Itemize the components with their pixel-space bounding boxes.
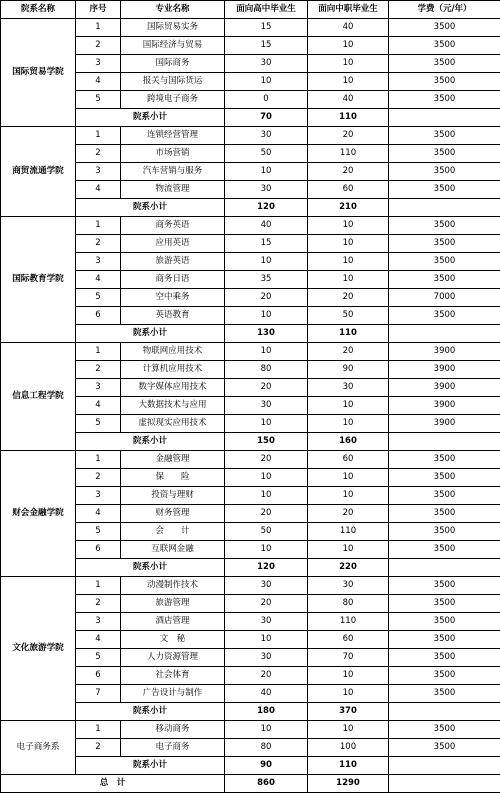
major-name: 英语教育 — [121, 307, 225, 325]
major-name: 移动商务 — [121, 721, 225, 739]
subtotal-tuition-blank — [389, 325, 500, 343]
major-name: 商务英语 — [121, 217, 225, 235]
major-number: 4 — [76, 397, 121, 415]
department-name: 电子商务系 — [1, 721, 76, 775]
table-row — [1, 307, 500, 325]
vocational-quota: 110 — [308, 613, 389, 631]
high-school-quota: 40 — [225, 685, 308, 703]
major-number: 3 — [76, 613, 121, 631]
subtotal-row — [1, 199, 500, 217]
subtotal-tuition-blank — [389, 433, 500, 451]
vocational-quota: 60 — [308, 631, 389, 649]
tuition-fee: 3500 — [389, 649, 500, 667]
major-number: 2 — [76, 595, 121, 613]
table-row — [1, 37, 500, 55]
vocational-quota: 10 — [308, 73, 389, 91]
major-number: 2 — [76, 145, 121, 163]
subtotal-tuition-blank — [389, 703, 500, 721]
major-name: 互联网金融 — [121, 541, 225, 559]
table-row — [1, 415, 500, 433]
major-number: 6 — [76, 541, 121, 559]
vocational-quota: 10 — [308, 217, 389, 235]
subtotal-label: 院系小计 — [76, 109, 225, 127]
table-row — [1, 235, 500, 253]
high-school-quota: 50 — [225, 145, 308, 163]
major-name: 应用英语 — [121, 235, 225, 253]
subtotal-high-school: 70 — [225, 109, 308, 127]
total-tuition-blank — [389, 775, 500, 793]
major-number: 6 — [76, 667, 121, 685]
vocational-quota: 20 — [308, 289, 389, 307]
major-number: 5 — [76, 415, 121, 433]
table-row — [1, 739, 500, 757]
vocational-quota: 20 — [308, 505, 389, 523]
vocational-quota: 30 — [308, 379, 389, 397]
table-row — [1, 685, 500, 703]
tuition-fee: 3500 — [389, 685, 500, 703]
table-row — [1, 253, 500, 271]
tuition-fee: 3500 — [389, 145, 500, 163]
high-school-quota: 10 — [225, 163, 308, 181]
high-school-quota: 15 — [225, 235, 308, 253]
total-row — [1, 775, 500, 793]
major-number: 5 — [76, 523, 121, 541]
high-school-quota: 10 — [225, 73, 308, 91]
high-school-quota: 15 — [225, 19, 308, 37]
header-department: 院系名称 — [1, 1, 76, 19]
vocational-quota: 20 — [308, 127, 389, 145]
high-school-quota: 80 — [225, 739, 308, 757]
high-school-quota: 15 — [225, 37, 308, 55]
high-school-quota: 10 — [225, 307, 308, 325]
major-name: 旅游英语 — [121, 253, 225, 271]
major-name: 酒店管理 — [121, 613, 225, 631]
vocational-quota: 10 — [308, 469, 389, 487]
subtotal-label: 院系小计 — [76, 559, 225, 577]
major-name: 市场营销 — [121, 145, 225, 163]
subtotal-row — [1, 433, 500, 451]
table-row — [1, 55, 500, 73]
major-name: 国际商务 — [121, 55, 225, 73]
table-row — [1, 271, 500, 289]
table-row — [1, 163, 500, 181]
high-school-quota: 30 — [225, 55, 308, 73]
high-school-quota: 10 — [225, 415, 308, 433]
major-number: 2 — [76, 235, 121, 253]
header-vocational: 面向中职毕业生 — [308, 1, 389, 19]
major-name: 跨境电子商务 — [121, 91, 225, 109]
subtotal-row — [1, 109, 500, 127]
major-number: 4 — [76, 505, 121, 523]
subtotal-tuition-blank — [389, 109, 500, 127]
vocational-quota: 110 — [308, 145, 389, 163]
header-number: 序号 — [76, 1, 121, 19]
table-body — [1, 19, 500, 793]
high-school-quota: 30 — [225, 127, 308, 145]
major-number: 1 — [76, 721, 121, 739]
subtotal-vocational: 110 — [308, 325, 389, 343]
tuition-fee: 3900 — [389, 343, 500, 361]
table-row — [1, 379, 500, 397]
vocational-quota: 20 — [308, 343, 389, 361]
tuition-fee: 3500 — [389, 739, 500, 757]
table-row — [1, 649, 500, 667]
vocational-quota: 90 — [308, 361, 389, 379]
major-number: 6 — [76, 307, 121, 325]
high-school-quota: 20 — [225, 451, 308, 469]
tuition-fee: 7000 — [389, 289, 500, 307]
table-row — [1, 523, 500, 541]
major-name: 财务管理 — [121, 505, 225, 523]
major-number: 3 — [76, 379, 121, 397]
table-row — [1, 73, 500, 91]
table-row — [1, 577, 500, 595]
header-high-school: 面向高中毕业生 — [225, 1, 308, 19]
major-number: 1 — [76, 343, 121, 361]
major-number: 3 — [76, 253, 121, 271]
subtotal-vocational: 370 — [308, 703, 389, 721]
vocational-quota: 70 — [308, 649, 389, 667]
tuition-fee: 3500 — [389, 55, 500, 73]
vocational-quota: 60 — [308, 451, 389, 469]
table-row — [1, 289, 500, 307]
tuition-fee: 3500 — [389, 523, 500, 541]
department-name: 国际贸易学院 — [1, 19, 76, 127]
major-name: 保 险 — [121, 469, 225, 487]
vocational-quota: 10 — [308, 235, 389, 253]
subtotal-row — [1, 325, 500, 343]
tuition-fee: 3900 — [389, 397, 500, 415]
table-row — [1, 127, 500, 145]
tuition-fee: 3500 — [389, 595, 500, 613]
table-row — [1, 721, 500, 739]
tuition-fee: 3500 — [389, 127, 500, 145]
table-row — [1, 145, 500, 163]
major-name: 动漫制作技术 — [121, 577, 225, 595]
table-row — [1, 91, 500, 109]
tuition-fee: 3500 — [389, 91, 500, 109]
major-number: 5 — [76, 91, 121, 109]
high-school-quota: 10 — [225, 487, 308, 505]
tuition-fee: 3500 — [389, 667, 500, 685]
high-school-quota: 10 — [225, 631, 308, 649]
tuition-fee: 3500 — [389, 37, 500, 55]
table-row — [1, 667, 500, 685]
high-school-quota: 10 — [225, 721, 308, 739]
major-name: 商务日语 — [121, 271, 225, 289]
major-number: 2 — [76, 739, 121, 757]
subtotal-high-school: 180 — [225, 703, 308, 721]
subtotal-high-school: 120 — [225, 559, 308, 577]
major-number: 5 — [76, 649, 121, 667]
tuition-fee: 3500 — [389, 577, 500, 595]
subtotal-vocational: 210 — [308, 199, 389, 217]
high-school-quota: 30 — [225, 181, 308, 199]
major-name: 虚拟现实应用技术 — [121, 415, 225, 433]
table-row — [1, 613, 500, 631]
total-vocational: 1290 — [308, 775, 389, 793]
table-row — [1, 361, 500, 379]
vocational-quota: 40 — [308, 19, 389, 37]
major-name: 电子商务 — [121, 739, 225, 757]
subtotal-label: 院系小计 — [76, 325, 225, 343]
major-name: 物流管理 — [121, 181, 225, 199]
subtotal-high-school: 150 — [225, 433, 308, 451]
vocational-quota: 10 — [308, 253, 389, 271]
vocational-quota: 10 — [308, 37, 389, 55]
high-school-quota: 80 — [225, 361, 308, 379]
major-name: 金融管理 — [121, 451, 225, 469]
major-number: 2 — [76, 361, 121, 379]
major-number: 3 — [76, 55, 121, 73]
major-number: 2 — [76, 469, 121, 487]
header-tuition: 学费（元/年） — [389, 1, 500, 19]
vocational-quota: 10 — [308, 667, 389, 685]
subtotal-vocational: 110 — [308, 109, 389, 127]
major-name: 计算机应用技术 — [121, 361, 225, 379]
vocational-quota: 10 — [308, 685, 389, 703]
subtotal-row — [1, 703, 500, 721]
table-row — [1, 541, 500, 559]
vocational-quota: 20 — [308, 163, 389, 181]
major-number: 4 — [76, 73, 121, 91]
department-name: 信息工程学院 — [1, 343, 76, 451]
subtotal-vocational: 110 — [308, 757, 389, 775]
vocational-quota: 60 — [308, 181, 389, 199]
major-number: 5 — [76, 289, 121, 307]
high-school-quota: 20 — [225, 289, 308, 307]
vocational-quota: 10 — [308, 397, 389, 415]
department-name: 文化旅游学院 — [1, 577, 76, 721]
tuition-fee: 3500 — [389, 613, 500, 631]
major-name: 人力资源管理 — [121, 649, 225, 667]
vocational-quota: 30 — [308, 577, 389, 595]
high-school-quota: 30 — [225, 577, 308, 595]
major-number: 4 — [76, 271, 121, 289]
major-number: 1 — [76, 217, 121, 235]
vocational-quota: 10 — [308, 721, 389, 739]
vocational-quota: 110 — [308, 523, 389, 541]
vocational-quota: 80 — [308, 595, 389, 613]
subtotal-label: 院系小计 — [76, 757, 225, 775]
high-school-quota: 30 — [225, 649, 308, 667]
high-school-quota: 35 — [225, 271, 308, 289]
header-major: 专业名称 — [121, 1, 225, 19]
major-number: 2 — [76, 37, 121, 55]
major-number: 4 — [76, 631, 121, 649]
total-high-school: 860 — [225, 775, 308, 793]
tuition-fee: 3500 — [389, 253, 500, 271]
major-name: 物联网应用技术 — [121, 343, 225, 361]
tuition-fee: 3500 — [389, 541, 500, 559]
table-row — [1, 595, 500, 613]
vocational-quota: 10 — [308, 541, 389, 559]
subtotal-tuition-blank — [389, 757, 500, 775]
department-name: 商贸流通学院 — [1, 127, 76, 217]
major-name: 报关与国际货运 — [121, 73, 225, 91]
table-row — [1, 631, 500, 649]
tuition-fee: 3500 — [389, 631, 500, 649]
major-name: 国际经济与贸易 — [121, 37, 225, 55]
tuition-fee: 3900 — [389, 415, 500, 433]
tuition-fee: 3500 — [389, 721, 500, 739]
major-name: 大数据技术与应用 — [121, 397, 225, 415]
high-school-quota: 10 — [225, 469, 308, 487]
major-number: 4 — [76, 181, 121, 199]
high-school-quota: 10 — [225, 253, 308, 271]
major-number: 1 — [76, 127, 121, 145]
major-name: 连锁经营管理 — [121, 127, 225, 145]
major-name: 投资与理财 — [121, 487, 225, 505]
tuition-fee: 3500 — [389, 271, 500, 289]
table-row — [1, 487, 500, 505]
major-name: 广告设计与制作 — [121, 685, 225, 703]
major-number: 3 — [76, 487, 121, 505]
table-row — [1, 469, 500, 487]
subtotal-vocational: 160 — [308, 433, 389, 451]
subtotal-row — [1, 757, 500, 775]
subtotal-high-school: 130 — [225, 325, 308, 343]
major-name: 国际贸易实务 — [121, 19, 225, 37]
subtotal-label: 院系小计 — [76, 703, 225, 721]
major-name: 会 计 — [121, 523, 225, 541]
tuition-fee: 3500 — [389, 469, 500, 487]
tuition-fee: 3500 — [389, 181, 500, 199]
department-name: 财会金融学院 — [1, 451, 76, 577]
major-name: 文 秘 — [121, 631, 225, 649]
tuition-fee: 3500 — [389, 487, 500, 505]
subtotal-tuition-blank — [389, 559, 500, 577]
subtotal-label: 院系小计 — [76, 199, 225, 217]
major-name: 空中乘务 — [121, 289, 225, 307]
subtotal-high-school: 90 — [225, 757, 308, 775]
subtotal-tuition-blank — [389, 199, 500, 217]
tuition-fee: 3500 — [389, 451, 500, 469]
major-number: 1 — [76, 577, 121, 595]
tuition-fee: 3500 — [389, 217, 500, 235]
vocational-quota: 40 — [308, 91, 389, 109]
tuition-fee: 3500 — [389, 505, 500, 523]
subtotal-label: 院系小计 — [76, 433, 225, 451]
subtotal-vocational: 220 — [308, 559, 389, 577]
table-row — [1, 451, 500, 469]
high-school-quota: 10 — [225, 343, 308, 361]
major-name: 汽车营销与服务 — [121, 163, 225, 181]
major-name: 社会体育 — [121, 667, 225, 685]
subtotal-row — [1, 559, 500, 577]
table-row — [1, 397, 500, 415]
vocational-quota: 10 — [308, 271, 389, 289]
high-school-quota: 50 — [225, 523, 308, 541]
vocational-quota: 10 — [308, 415, 389, 433]
high-school-quota: 20 — [225, 379, 308, 397]
vocational-quota: 10 — [308, 55, 389, 73]
tuition-fee: 3500 — [389, 235, 500, 253]
major-number: 7 — [76, 685, 121, 703]
high-school-quota: 30 — [225, 397, 308, 415]
high-school-quota: 0 — [225, 91, 308, 109]
tuition-fee: 3500 — [389, 163, 500, 181]
major-number: 1 — [76, 451, 121, 469]
major-number: 3 — [76, 163, 121, 181]
tuition-fee: 3900 — [389, 379, 500, 397]
vocational-quota: 10 — [308, 487, 389, 505]
high-school-quota: 20 — [225, 667, 308, 685]
high-school-quota: 20 — [225, 595, 308, 613]
department-name: 国际教育学院 — [1, 217, 76, 343]
subtotal-high-school: 120 — [225, 199, 308, 217]
table-row — [1, 505, 500, 523]
tuition-fee: 3500 — [389, 19, 500, 37]
table-row — [1, 181, 500, 199]
table-row — [1, 343, 500, 361]
high-school-quota: 20 — [225, 505, 308, 523]
high-school-quota: 40 — [225, 217, 308, 235]
tuition-fee: 3500 — [389, 307, 500, 325]
major-number: 1 — [76, 19, 121, 37]
total-label: 总 计 — [1, 775, 225, 793]
vocational-quota: 100 — [308, 739, 389, 757]
high-school-quota: 30 — [225, 613, 308, 631]
major-name: 旅游管理 — [121, 595, 225, 613]
high-school-quota: 10 — [225, 541, 308, 559]
table-row — [1, 19, 500, 37]
vocational-quota: 50 — [308, 307, 389, 325]
table-row — [1, 217, 500, 235]
header-row — [1, 1, 500, 19]
major-name: 数字媒体应用技术 — [121, 379, 225, 397]
tuition-fee: 3500 — [389, 73, 500, 91]
tuition-fee: 3900 — [389, 361, 500, 379]
